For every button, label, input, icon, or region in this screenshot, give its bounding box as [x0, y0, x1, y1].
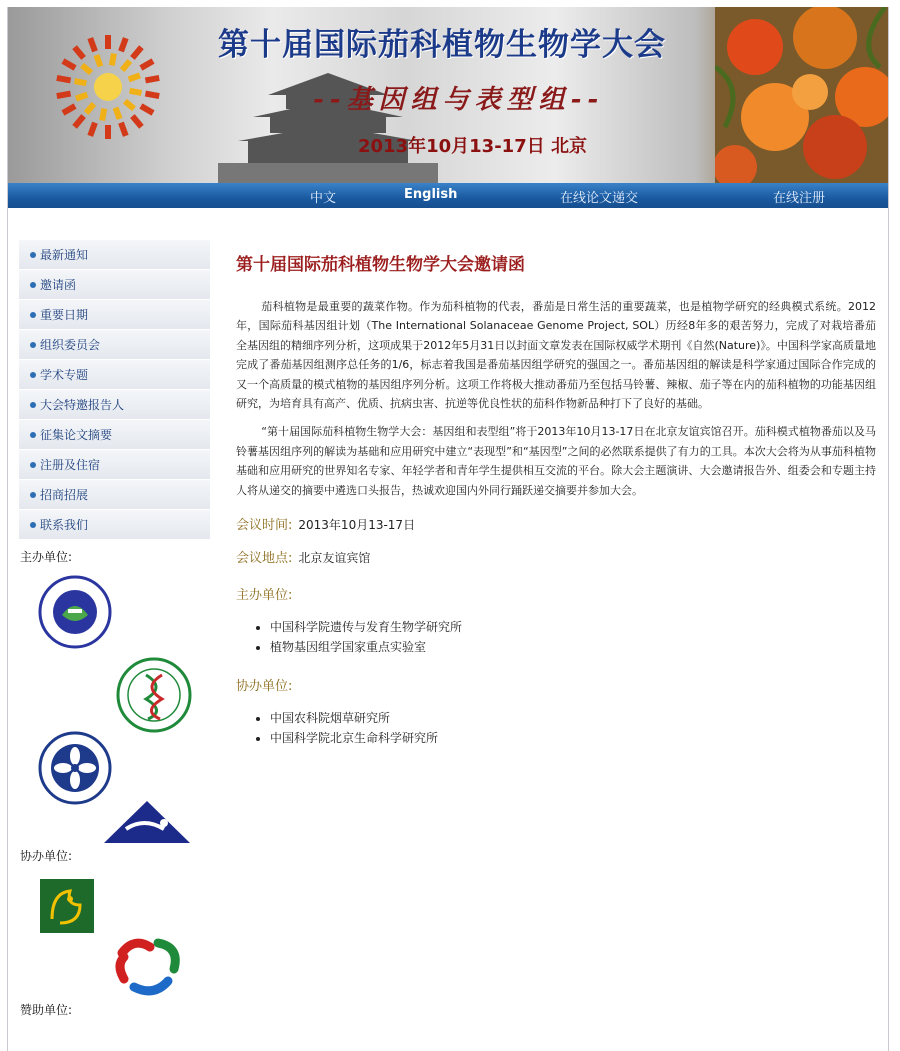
bullet-icon — [30, 492, 36, 498]
list-item: • 中国农科院烟草研究所 — [270, 708, 876, 728]
nav-submit-paper[interactable]: 在线论文递交 — [560, 191, 639, 206]
sidebar-menu — [19, 240, 210, 540]
sidebar-item-label: 组织委员会 — [40, 338, 101, 352]
bullet-icon — [30, 372, 36, 378]
list-item: • 中国科学院北京生命科学研究所 — [270, 728, 876, 748]
tobacco-logo[interactable] — [40, 879, 94, 933]
sidebar-item-label: 邀请函 — [40, 278, 77, 292]
list-item: • 植物基因组学国家重点实验室 — [270, 637, 876, 657]
sidebar-item-news[interactable] — [19, 240, 210, 270]
tomato-photo — [715, 7, 889, 183]
sidebar-host-label: 主办单位: — [20, 550, 73, 564]
host-heading: 主办单位: — [236, 588, 293, 604]
sidebar-item-label: 大会特邀报告人 — [40, 398, 125, 412]
page-title: 第十届国际茄科植物生物学大会邀请函 — [236, 255, 525, 275]
bullet-icon — [30, 432, 36, 438]
top-nav — [8, 183, 889, 208]
sidebar-item-registration[interactable] — [19, 450, 210, 480]
sidebar-item-dates[interactable] — [19, 300, 210, 330]
lab-logo[interactable] — [116, 657, 192, 733]
meeting-venue — [236, 547, 876, 566]
cohost-heading: 协办单位: — [236, 679, 293, 695]
sidebar-item-label: 最新通知 — [40, 248, 89, 262]
institute-logo[interactable] — [38, 575, 112, 649]
banner-title: 第十届国际茄科植物生物学大会 — [218, 27, 666, 63]
meeting-venue-label: 会议地点: — [236, 551, 293, 567]
sidebar-item-label: 联系我们 — [40, 518, 89, 532]
bullet-icon — [30, 252, 36, 258]
host-list — [236, 617, 876, 657]
header-banner — [8, 7, 889, 183]
main-content — [236, 250, 876, 748]
sidebar-item-exhibition[interactable] — [19, 480, 210, 510]
bullet-icon — [30, 522, 36, 528]
nav-english[interactable]: English — [404, 187, 458, 202]
sidebar-item-topics[interactable] — [19, 360, 210, 390]
conference-paragraph: “第十届国际茄科植物生物学大会：基因组和表型组”将于2013年10月13-17日在北京友谊宾馆召开。茄科模式植物番茄以及马铃薯基因组序列的解读为基础和应用研究中建立“表现型”和“基因型”之间的必然联系提供了有力的工具。本次大会将为从事茄科植物基础和应用研究的世界知名专家、年轻学者和青年学生提供相互交流的平台。除大会主题演讲、大会邀请报告外、组委会和专题主持人将从递交的摘要中遴选口头报告，热诚欢迎国内外同行踊跃递交摘要并参加大会。 — [236, 425, 876, 497]
meeting-time-value: 2013年10月13-17日 — [298, 518, 416, 533]
sidebar-item-label: 招商招展 — [40, 488, 89, 502]
sidebar-sponsor-label: 赞助单位: — [20, 1003, 73, 1017]
sidebar-item-label: 重要日期 — [40, 308, 89, 322]
sidebar-cohost-label: 协办单位: — [20, 849, 73, 863]
list-item: • 中国科学院遗传与发育生物学研究所 — [270, 617, 876, 637]
page-frame — [7, 7, 889, 1051]
nav-register[interactable]: 在线注册 — [773, 191, 826, 206]
sidebar-item-label: 征集论文摘要 — [40, 428, 113, 442]
bullet-icon — [30, 402, 36, 408]
banner-subtitle: --基因组与表型组-- — [313, 85, 605, 115]
sidebar-item-invitation[interactable] — [19, 270, 210, 300]
sidebar-item-speakers[interactable] — [19, 390, 210, 420]
sidebar-item-contact[interactable] — [19, 510, 210, 540]
sidebar-item-label: 注册及住宿 — [40, 458, 101, 472]
sidebar-item-label: 学术专题 — [40, 368, 89, 382]
meeting-time — [236, 514, 876, 533]
life-science-logo[interactable] — [114, 935, 184, 999]
cas-logo[interactable] — [38, 731, 112, 805]
bullet-icon — [30, 312, 36, 318]
sun-logo — [48, 29, 188, 149]
meeting-venue-value: 北京友谊宾馆 — [298, 551, 371, 566]
banner-date: 2013年10月13-17日 北京 — [358, 136, 587, 157]
cohost-list — [236, 708, 876, 748]
meeting-time-label: 会议时间: — [236, 518, 293, 534]
sidebar-item-committee[interactable] — [19, 330, 210, 360]
nav-chinese[interactable]: 中文 — [310, 191, 337, 206]
bullet-icon — [30, 462, 36, 468]
sidebar-item-abstracts[interactable] — [19, 420, 210, 450]
mountain-logo[interactable] — [104, 799, 190, 843]
bullet-icon — [30, 342, 36, 348]
bullet-icon — [30, 282, 36, 288]
intro-paragraph: 茄科植物是最重要的蔬菜作物。作为茄科植物的代表，番茄是日常生活的重要蔬菜，也是植物学研究的经典模式系统。2012年，国际茄科基因组计划（The International Solanaceae Genome Project, SOL）历经8年多的艰苦努力，完成了对栽培番茄全基因组的精细序列分析，这项成果于2012年5月31日以封面文章发表在国际权威学术期刊《自然(Nature)》。中国科学家高质量地完成了番茄基因组测序总任务的1/6，标志着我国是番茄基因组学研究的强国之一。番茄基因组的解读是科学家通过国际合作完成的又一个高质量的模式植物的基因组序列分析。这项工作将极大推动番茄乃至包括马铃薯、辣椒、茄子等在内的茄科植物的功能基因组研究，为培育具有高产、优质、抗病虫害、抗逆等优良性状的茄科作物新品种打下了良好的基础。 — [236, 300, 876, 411]
